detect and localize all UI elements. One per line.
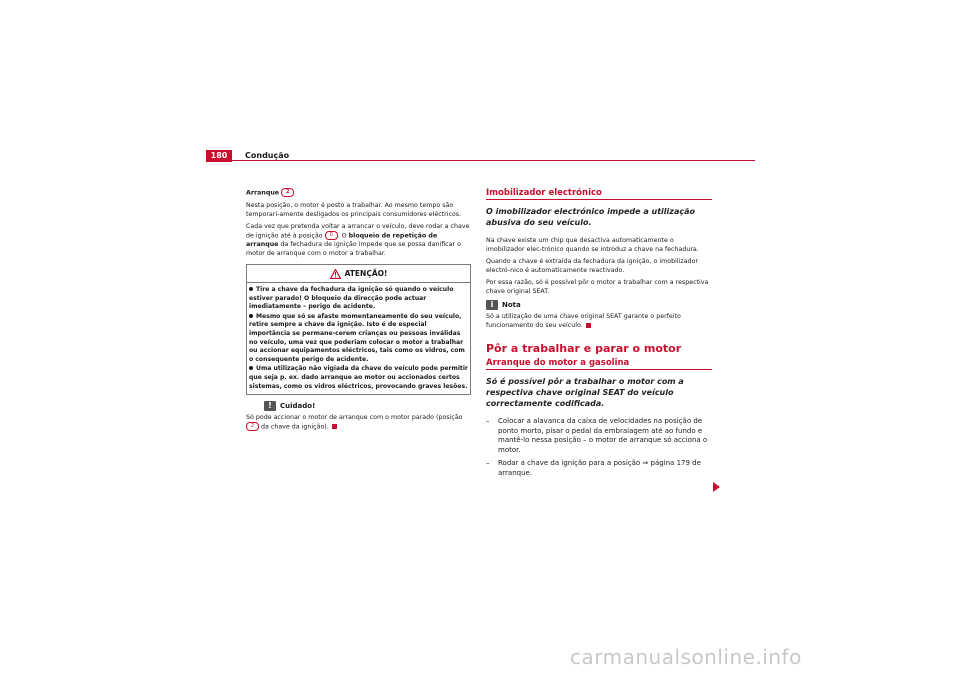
arranque-paragraph: Nesta posição, o motor é posto a trabalhar. Ao mesmo tempo são temporari-amente desligados os principais consumidores eléctricos. [246,201,462,218]
bullet-icon [249,366,253,370]
immobilizer-paragraph: Por essa razão, só é possível pôr o motor a trabalhar com a respectiva chave original SEAT. [486,279,709,295]
restart-paragraph: Cada vez que pretenda voltar a arrancar o veículo, deve rodar a chave de ignição até à posição 0 . O bloqueio de repetição de arranque da fechadura de ignição impede que se possa danificar o motor de arranque com o motor a trabalhar. [246,222,470,257]
warning-box [246,264,471,395]
bullet-icon [249,314,253,318]
immobilizer-paragraph: Na chave existe um chip que desactiva automaticamente o imobilizador elec-trónico quando se introduz a chave na fechadura. [486,237,699,253]
warning-title: ATENÇÃO! [344,269,388,278]
caution-title: Cuidado! [280,401,316,410]
caution-text: Só pode accionar o motor de arranque com o motor parado (posição 2 da chave da ignição). [246,414,463,431]
end-mark-icon [332,424,337,429]
page-number: 180 [206,150,232,162]
section-lede: Só é possível pôr a trabalhar o motor com a respectiva chave original SEAT do veículo correctamente codificada. [486,377,684,408]
chapter-heading: Pôr a trabalhar e parar o motor [486,342,682,355]
step-item: – Rodar a chave da ignição para a posição ⇒ página 179 de arranque. [486,459,701,477]
end-mark-icon [586,323,591,328]
warning-body [247,283,470,394]
warning-header [247,265,470,283]
left-column [246,188,471,435]
watermark: carmanualsonline.info [570,645,802,669]
immobilizer-paragraph: Quando a chave é extraída da fechadura da ignição, o imobilizador electró-nico é automaticamente reactivado. [486,258,698,274]
right-column [486,188,712,483]
warning-item: Mesmo que só se afaste momentaneamente do seu veículo, retire sempre a chave da ignição. Isto é de especial importância se permane-cerem crianças ou pessoas inválidas no veículo, uma vez que poderiam colocar o motor a trabalhar ou accionar equipamentos eléctricos, tais como os vidros, com o consequente perigo de acidente. [249,312,465,363]
note-title: Nota [502,300,521,309]
step-item: – Colocar a alavanca da caixa de velocidades na posição de ponto morto, pisar o pedal da embraiagem até ao fundo e mantê-lo nessa posição – o motor de arranque só acciona o motor. [486,417,708,454]
note-icon: i [486,300,498,310]
caution-header [264,401,471,411]
arranque-heading: Arranque 2 [246,188,471,198]
section-title-immobilizer: Imobilizador electrónico [486,188,602,198]
continue-arrow-icon [713,482,720,492]
page-header [206,150,755,160]
note-header [486,300,712,310]
caution-icon: ! [264,401,276,411]
section-lede: O imobilizador electrónico impede a utilização abusiva do seu veículo. [486,207,695,227]
ignition-position-key: 2 [281,188,294,197]
section-rule [486,199,712,200]
warning-item: Tire a chave da fechadura da ignição só quando o veículo estiver parado! O bloqueio da direcção pode actuar imediatamente – perigo de acidente. [249,286,454,311]
ignition-position-key: 0 [325,231,338,240]
header-rule [206,160,755,161]
note-text: Só a utilização de uma chave original SEAT garante o perfeito funcionamento do seu veículo. [486,313,681,329]
section-title-petrol-start: Arranque do motor a gasolina [486,358,630,368]
ignition-position-key: 2 [246,422,259,431]
section-rule [486,369,712,370]
chapter-title: Condução [245,151,290,160]
warning-triangle-icon [330,269,341,279]
warning-item: Uma utilização não vigiada da chave do veículo pode permitir que seja p. ex. dado arranque ao motor ou accionados certos sistemas, como os vidros eléctricos, provocando graves lesões. [249,365,468,390]
bullet-icon [249,287,253,291]
